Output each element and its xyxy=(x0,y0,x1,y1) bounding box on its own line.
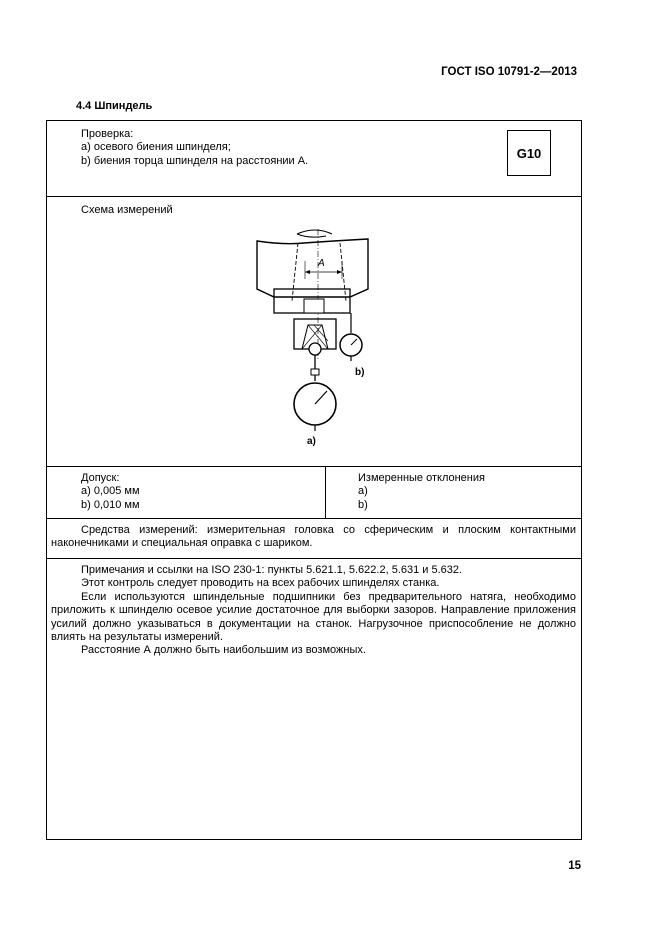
measured-block xyxy=(358,472,485,512)
label-b: b) xyxy=(355,367,365,378)
check-item-b: b) биения торца шпинделя на расстоянии А. xyxy=(81,154,309,167)
measured-b: b) xyxy=(358,498,368,511)
notes-p1: Примечания и ссылки на ISO 230-1: пункты 5.621.1, 5.622.2, 5.631 и 5.632. xyxy=(81,564,463,576)
divider xyxy=(47,196,581,197)
notes-block xyxy=(51,564,576,658)
rotation-arrow xyxy=(297,230,332,234)
divider xyxy=(47,558,581,559)
measured-a: а) xyxy=(358,485,368,498)
page-number: 15 xyxy=(568,860,581,872)
divider xyxy=(325,466,326,518)
measurement-diagram xyxy=(242,221,392,451)
check-title: Проверка: xyxy=(81,128,134,140)
divider xyxy=(47,518,581,519)
notes-p3: Если используются шпиндельные подшипники без предварительного натяга, необходимо приложить к шпинделю осевое усилие достаточное для выборки зазоров. Направление приложения усилий должно указываться в документации на станок. Нагрузочное приспособление не должно влиять на результаты измерений. xyxy=(51,590,576,644)
check-block xyxy=(81,128,308,168)
tolerance-a: а) 0,005 мм xyxy=(81,485,140,498)
distance-a-label: A xyxy=(318,258,325,269)
document-header: ГОСТ ISO 10791-2—2013 xyxy=(441,66,577,78)
spindle-head xyxy=(257,239,368,297)
tolerance-b: b) 0,010 мм xyxy=(81,498,140,511)
test-code-box: G10 xyxy=(507,130,551,176)
measured-title: Измеренные отклонения xyxy=(358,472,485,484)
tolerance-title: Допуск: xyxy=(81,472,120,484)
test-card xyxy=(46,120,582,840)
divider xyxy=(47,466,581,467)
scheme-title: Схема измерений xyxy=(81,204,173,216)
check-item-a: а) осевого биения шпинделя; xyxy=(81,141,231,154)
notes-p2: Этот контроль следует проводить на всех рабочих шпинделях станка. xyxy=(81,577,440,590)
instruments-text: Средства измерений: измерительная головка со сферическим и плоским контактными наконечниками и специальная оправка с шариком. xyxy=(51,524,576,550)
ball xyxy=(309,343,321,355)
notes-p4: Расстояние А должно быть наибольшим из возможных. xyxy=(81,644,366,657)
section-title: 4.4 Шпиндель xyxy=(76,100,153,112)
tolerance-block xyxy=(81,472,140,512)
label-a: a) xyxy=(307,436,316,447)
